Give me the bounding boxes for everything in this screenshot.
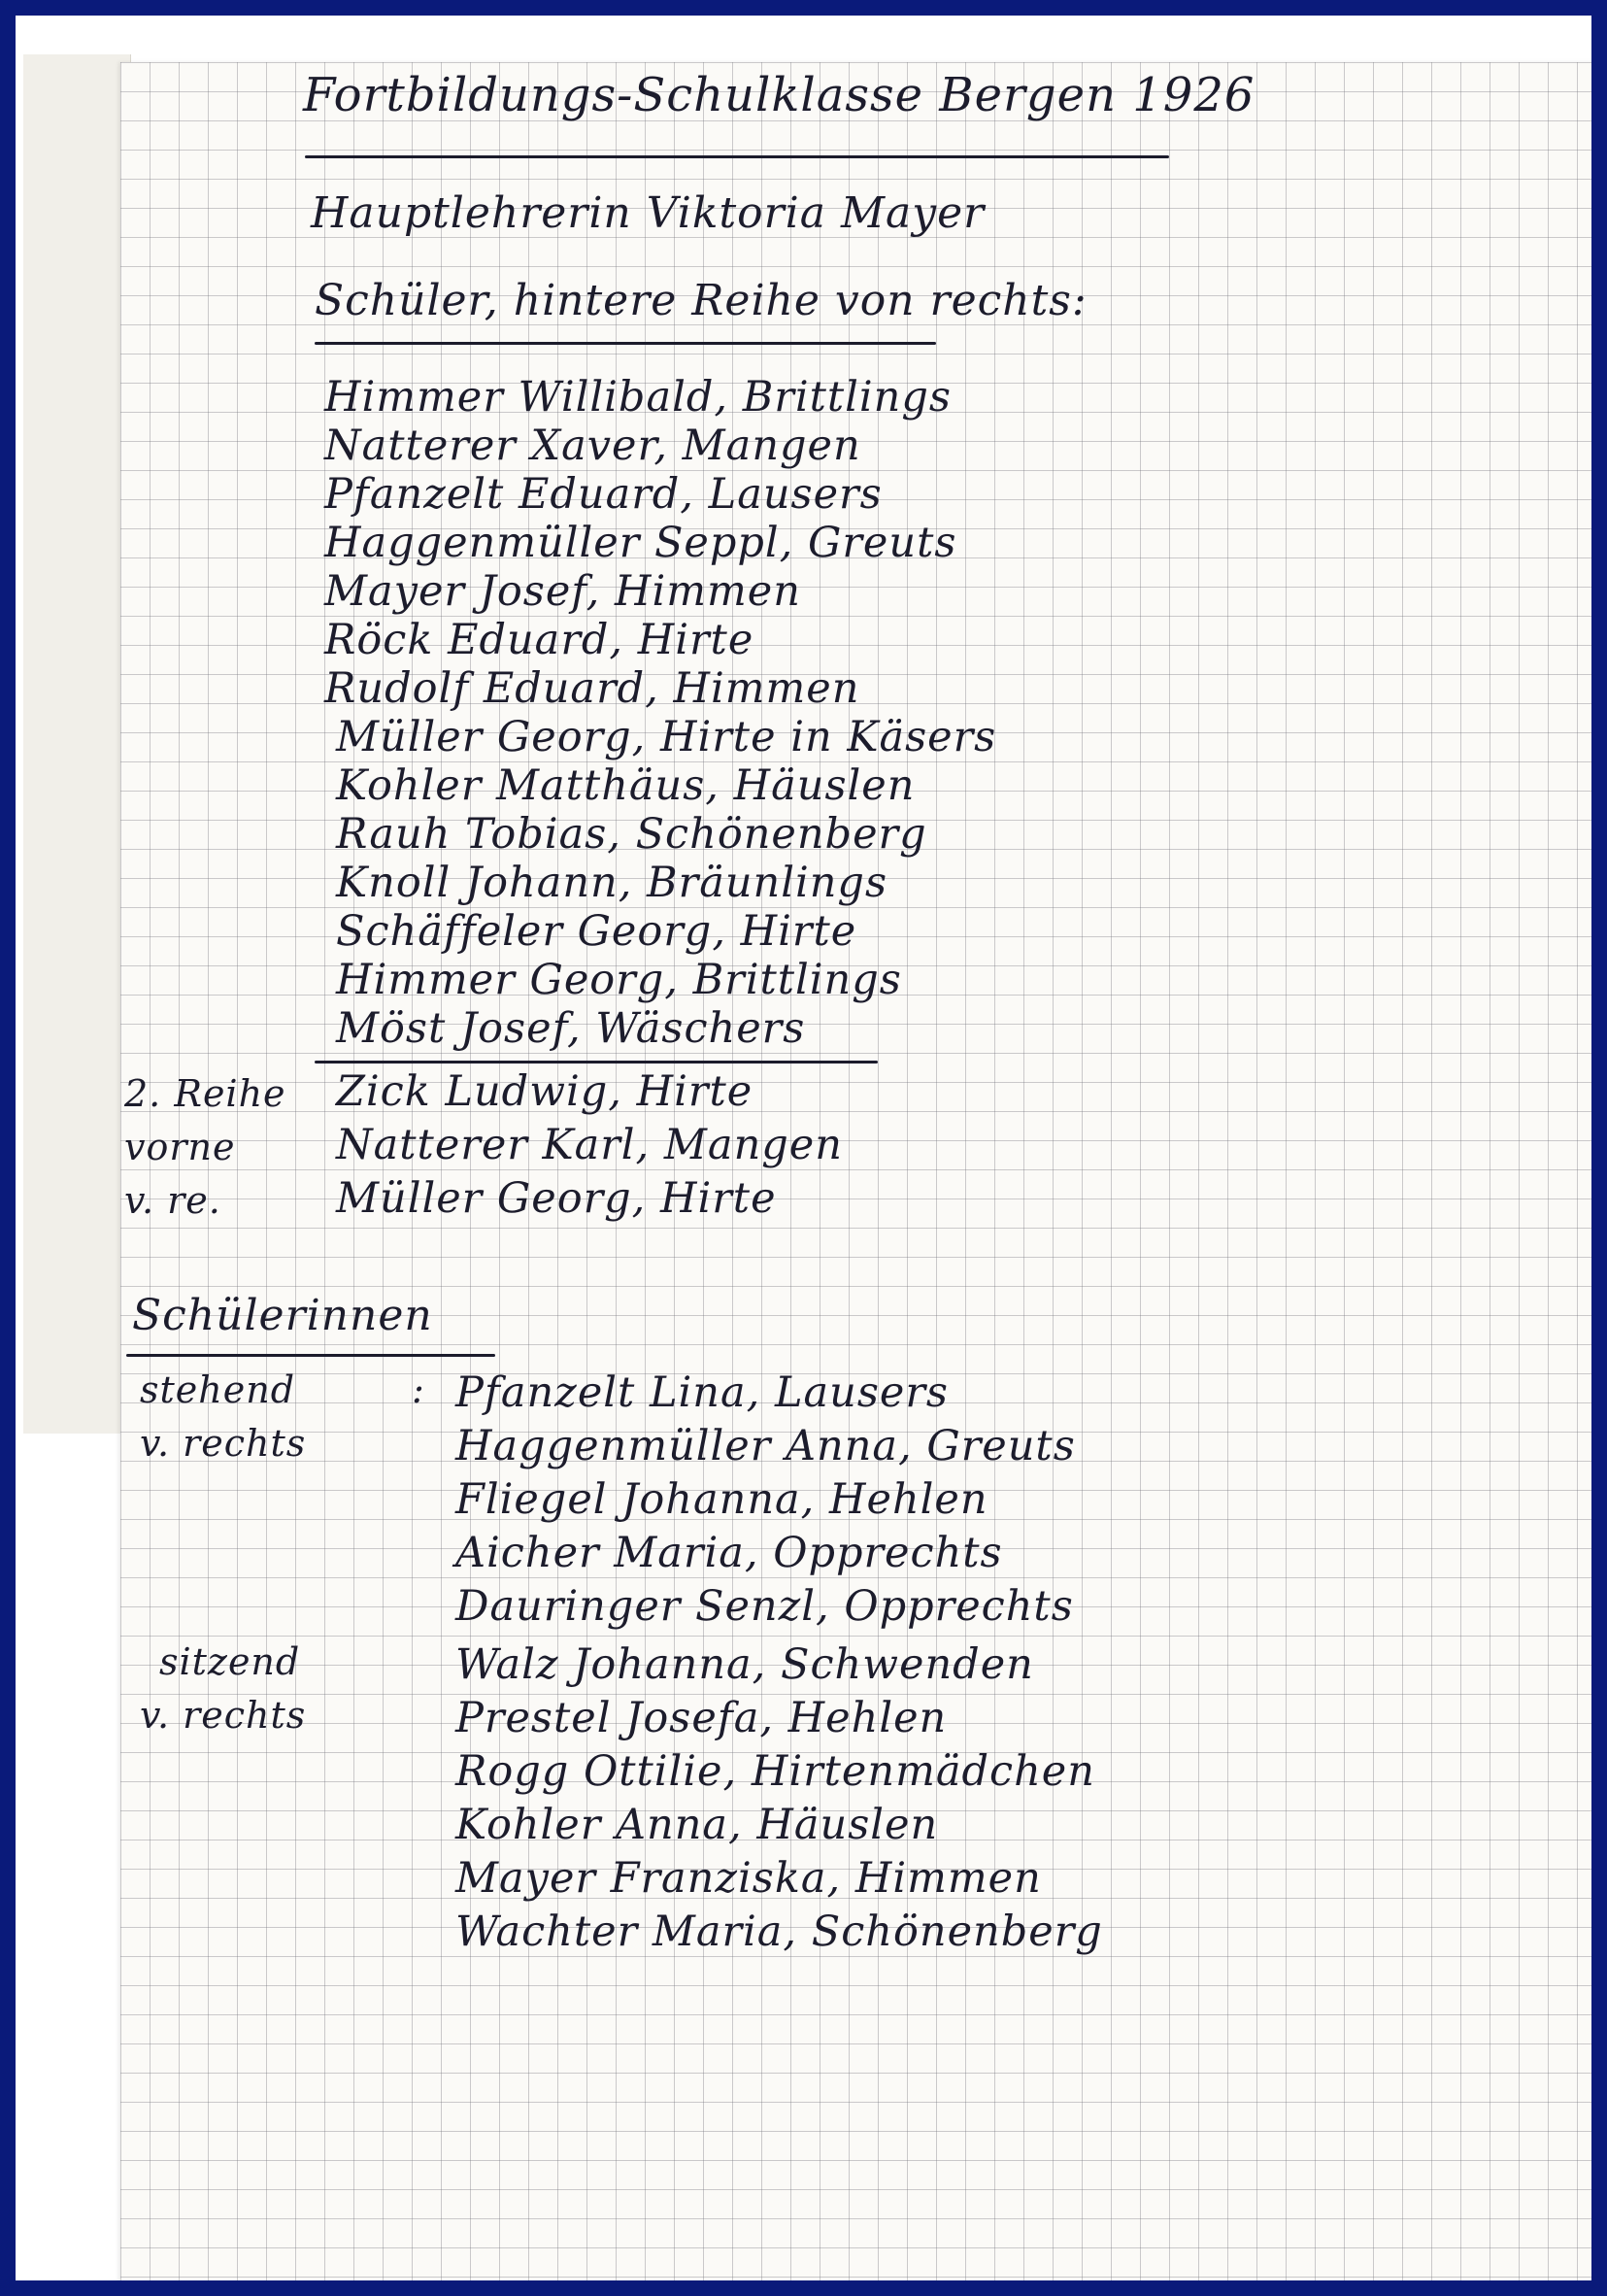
list-item: Pfanzelt Eduard, Lausers [324, 470, 883, 519]
list-item: Prestel Josefa, Hehlen [455, 1694, 948, 1742]
label-separator: : [412, 1368, 425, 1411]
row-label: v. rechts [140, 1694, 307, 1737]
title-underline [305, 155, 1169, 158]
list-item: Natterer Xaver, Mangen [324, 422, 861, 470]
document-title: Fortbildungs-Schulklasse Bergen 1926 [303, 68, 1255, 122]
list-item: Kohler Anna, Häuslen [455, 1801, 939, 1849]
row-label: v. rechts [140, 1422, 307, 1465]
row-label: vorne [124, 1126, 236, 1168]
list-item: Himmer Willibald, Brittlings [324, 373, 952, 422]
list-item: Haggenmüller Seppl, Greuts [324, 519, 957, 567]
list-item: Aicher Maria, Opprechts [455, 1529, 1003, 1577]
list-item: Mayer Josef, Himmen [324, 567, 801, 616]
list-item: Kohler Matthäus, Häuslen [336, 761, 916, 810]
boys-heading-underline [315, 342, 936, 345]
row-label: stehend [140, 1368, 296, 1411]
girls-heading: Schülerinnen [132, 1291, 433, 1340]
list-item: Fliegel Johanna, Hehlen [455, 1475, 988, 1524]
list-item: Wachter Maria, Schönenberg [455, 1908, 1103, 1956]
list-item: Zick Ludwig, Hirte [336, 1067, 753, 1116]
teacher-line: Hauptlehrerin Viktoria Mayer [311, 188, 986, 238]
list-item: Schäffeler Georg, Hirte [336, 907, 857, 956]
list-item: Möst Josef, Wäschers [336, 1004, 806, 1053]
row-label: v. re. [124, 1179, 221, 1222]
list-item: Walz Johanna, Schwenden [455, 1640, 1034, 1689]
list-item: Rauh Tobias, Schönenberg [336, 810, 927, 859]
list-item: Natterer Karl, Mangen [336, 1121, 843, 1169]
list-item: Rudolf Eduard, Himmen [324, 664, 860, 713]
row-label: sitzend [159, 1640, 301, 1683]
list-item: Rogg Ottilie, Hirtenmädchen [455, 1747, 1095, 1796]
row-label: 2. Reihe [124, 1072, 286, 1115]
boys-heading: Schüler, hintere Reihe von rechts: [315, 276, 1088, 325]
list-item: Dauringer Senzl, Opprechts [455, 1582, 1074, 1631]
underlying-sheet [23, 54, 131, 1434]
list-item: Haggenmüller Anna, Greuts [455, 1422, 1076, 1470]
list-item: Müller Georg, Hirte [336, 1174, 777, 1223]
list-item: Mayer Franziska, Himmen [455, 1854, 1042, 1903]
list-item: Röck Eduard, Hirte [324, 616, 754, 664]
list-item: Knoll Johann, Bräunlings [336, 859, 888, 907]
graph-paper-sheet [120, 62, 1601, 2296]
boys-row-divider [315, 1061, 878, 1064]
list-item: Pfanzelt Lina, Lausers [455, 1368, 949, 1417]
girls-heading-underline [126, 1354, 495, 1357]
list-item: Himmer Georg, Brittlings [336, 956, 902, 1004]
list-item: Müller Georg, Hirte in Käsers [336, 713, 997, 761]
